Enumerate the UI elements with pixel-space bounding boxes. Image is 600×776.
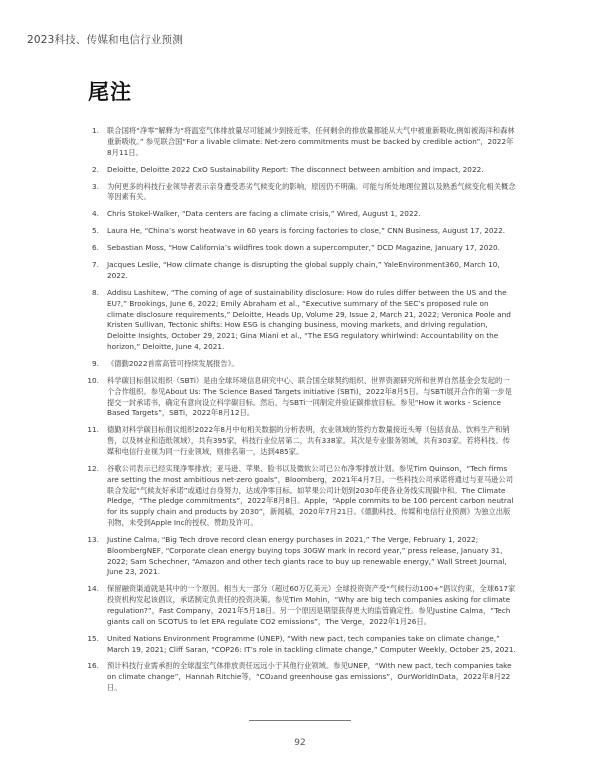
endnote-number: 3. <box>92 181 99 191</box>
endnote-text: Sebastian Moss, “How California’s wildfires took down a supercomputer,” DCD Magazine, January 17, 2020. <box>107 243 500 253</box>
endnote-text: 科学碳目标倡议组织（SBTi）是由全球环境信息研究中心、联合国全球契约组织、世界资源研究所和世界自然基金会发起的一个合作组织。参见About Us: The Science Based Targets initiative (SBTi)，2022年8月5日。与SBTi展开合作的第一步是提交一封承诺书，确定有意向设立科学碳目标。然后，与SBTi一同制定并验证碳排放目标。参见“How it works - Science Based Targets”，SBTi，2022年8月12日。 <box>107 376 512 418</box>
page-number: 92 <box>294 738 306 748</box>
endnote-item <box>84 288 516 353</box>
endnote-text: 保留融资渠道就是其中的一个原因。相当大一部分（超过60万亿美元）全球投资资产受“气候行动100+”倡议约束，全球617家投资机构发起该倡议，承诺制定负责任的投资决策。参见Tim Mohin，“Why are big tech companies asking for climate regulation?”，Fast Company，2021年5月18日。另一个原因是期望获得更大的监管确定性。参见Justine Calma，“Tech giants call on SCOTUS to let EPA regulate CO2 emissions”，The Verge，2022年1月26日。 <box>107 584 516 626</box>
endnote-number: 15. <box>87 633 99 643</box>
endnote-item <box>84 243 516 254</box>
endnote-item <box>84 661 516 693</box>
endnote-number: 5. <box>92 226 99 236</box>
endnote-item <box>84 634 516 656</box>
endnote-text: Justine Calma, “Big Tech drove record clean energy purchases in 2021,” The Verge, February 1, 2022; BloombergNEF, “Corporate clean energy buying tops 30GW mark in record year,” press release, January 31, 2022; Sam Schechner, “Amazon and other tech giants race to buy up renewable energy,” Wall Street Journal, June 23, 2021. <box>107 534 507 577</box>
endnote-item <box>84 425 516 457</box>
endnote-text: Jacques Leslie, “How climate change is disrupting the global supply chain,” YaleEnvironment360, March 10, 2022. <box>107 260 500 281</box>
endnote-item <box>84 535 516 578</box>
endnote-item <box>84 209 516 220</box>
endnote-number: 2. <box>92 164 99 174</box>
endnote-item <box>84 584 516 627</box>
endnote-number: 10. <box>87 376 99 386</box>
endnote-text: 预计科技行业需承担的全球温室气体排放责任远远小于其他行业领域。参见UNEP，“With new pact, tech companies take on climate change”，Hannah Ritchie等，“CO₂and greenhouse gas emissions”，OurWorldInData，2022年8月22日。 <box>107 661 512 693</box>
endnote-text: United Nations Environment Programme (UNEP), “With new pact, tech companies take on climate change,” March 19, 2021; Cliff Saran, “COP26: IT’s role in tackling climate change,” Computer Weekly, October 25, 2021. <box>107 633 516 654</box>
endnote-item <box>84 182 516 204</box>
endnote-text: Deloitte, Deloitte 2022 CxO Sustainability Report: The disconnect between ambition and impact, 2022. <box>107 164 484 174</box>
endnote-item <box>84 226 516 237</box>
endnote-number: 11. <box>87 425 99 435</box>
endnote-item <box>84 376 516 419</box>
endnote-text: Addisu Lashitew, “The coming of age of sustainability disclosure: How do rules differ between the US and the EU?,” Brookings, June 6, 2022; Emily Abraham et al., “Executive summary of the SEC’s proposed rule on climate disclosure requirements,” Deloitte, Heads Up, Volume 29, Issue 2, March 21, 2022; Veronica Poole and Kristen Sullivan, Tectonic shifts: How ESG is changing business, moving markets, and driving regulation, Deloitte Insights, October 29, 2021; Gina Miani et al., “The ESG regulatory whirlwind: Accountability on the horizon,” Deloitte, June 4, 2021. <box>107 288 511 352</box>
endnote-number: 1. <box>92 126 99 135</box>
endnote-number: 9. <box>92 359 99 369</box>
endnote-item <box>84 165 516 176</box>
endnote-number: 7. <box>92 260 99 270</box>
endnote-item <box>84 260 516 282</box>
endnote-number: 12. <box>87 463 99 473</box>
endnote-text: 联合国将“净零”解释为“将温室气体排放量尽可能减少到接近零，任何剩余的排放量都能从大气中被重新吸收,例如被海洋和森林重新吸收。” 参见联合国“For a livable climate: Net-zero commitments must be backed by credible action”，2022年8月11日。 <box>107 126 515 157</box>
endnote-number: 14. <box>87 584 99 594</box>
endnote-item <box>84 359 516 370</box>
endnote-text: Laura He, “China’s worst heatwave in 60 years is forcing factories to close,” CNN Business, August 17, 2022. <box>107 226 506 236</box>
footer-divider <box>249 720 351 721</box>
running-header: 2023科技、传媒和电信行业预测 <box>27 34 183 46</box>
endnote-text: 德勤对科学碳目标倡议组织2022年8月中旬相关数据的分析表明，农业领域的签约方数量接近头筹（包括食品、饮料生产和销售，以及林业和造纸领域），共有395家，科技行业位居第二，共有338家。其次是专业服务领域，共有303家。若将科技、传媒和电信行业视为同一行业领域，则排名第一，达到485家。 <box>107 425 510 456</box>
endnote-text: 《德勤2022首席高管可持续发展报告》。 <box>107 359 239 369</box>
page-title: 尾注 <box>88 80 132 104</box>
endnote-number: 6. <box>92 243 99 253</box>
endnote-text: 为何更多的科技行业领导者表示亲身遭受恶劣气候变化的影响，原因仍不明确。可能与所处地理位置以及熟悉气候变化相关概念等因素有关。 <box>107 181 516 202</box>
endnote-text: 谷歌公司表示已经实现净零排放；亚马逊、苹果、脸书以及微软公司已公布净零排放计划。参见Tim Quinson，“Tech firms are setting the most ambitious net-zero goals”，Bloomberg，2021年4月7日。一些科技公司承诺将通过与亚马逊公司联合发起“气候友好承诺”或通过自身努力，达成净零目标。如苹果公司计划到2030年使各业务线实现碳中和。The Climate Pledge，“The pledge commitments”，2022年8月8日。Apple，“Apple commits to be 100 percent carbon neutral for its supply chain and products by 2030”，新闻稿，2020年7月21日。《德勤科技、传媒和电信行业预测》为独立出版刊物，未受到Apple Inc的授权、赞助及许可。 <box>107 463 514 527</box>
endnote-item <box>84 126 516 158</box>
endnote-item <box>84 464 516 529</box>
endnote-text: Chris Stokel-Walker, “Data centers are facing a climate crisis,” Wired, August 1, 2022. <box>107 209 421 219</box>
endnote-number: 13. <box>87 534 99 544</box>
endnotes-list <box>84 126 516 700</box>
endnote-number: 16. <box>87 661 99 671</box>
endnote-number: 8. <box>92 288 99 298</box>
endnote-number: 4. <box>92 209 99 219</box>
